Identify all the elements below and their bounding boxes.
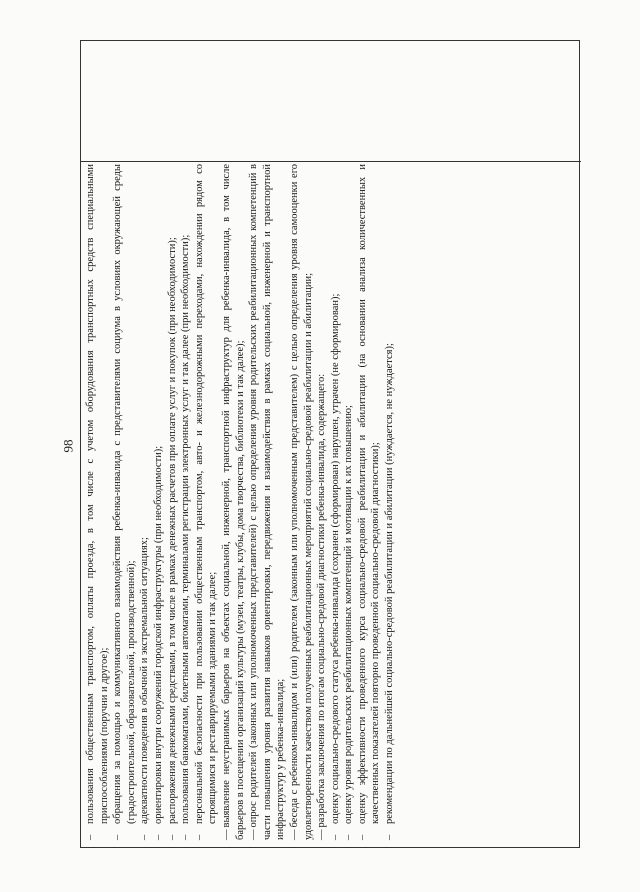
list-item xyxy=(179,164,193,840)
list-item-text: оценку социально-средового статуса ребенка-инвалида (сохранен (сформирован) нарушен, утрачен (не сформирован); xyxy=(329,293,341,824)
list-marker: – xyxy=(384,834,396,840)
paragraph-text: разработка заключения по итогам социально-средовой диагностики ребенка-инвалида, содержащего: xyxy=(316,373,328,828)
paragraph-marker: — xyxy=(248,829,260,840)
paragraph xyxy=(220,164,247,840)
list-item-text: адекватности поведения в обычной и экстремальной ситуациях; xyxy=(139,537,151,824)
paragraph-text: опрос родителей (законных или уполномоченных представителей) с целью определения уровня родительских реабилитационных компетенций в части повышения уровня развития навыков ориентировки, передвижения и взаимодействия в рамках социальной, инженерной и транспортной инфраструктур у ребенка-инвалида; xyxy=(248,164,287,840)
list-item-text: распоряжения денежными средствами, в том числе в рамках денежных расчетов при оплате услуг и покупок (при необходимости); xyxy=(166,237,178,824)
list-item xyxy=(342,164,356,840)
list-item xyxy=(138,164,152,840)
list-item xyxy=(383,164,397,840)
list-marker: – xyxy=(180,834,192,840)
list-marker: – xyxy=(152,834,164,840)
list-item xyxy=(356,164,383,840)
list-item-text: оценку уровня родительских реабилитационных компетенций и мотивации к их повышению; xyxy=(343,405,355,824)
list-item xyxy=(111,164,138,840)
list-item-text: оценку эффективности проведенного курса социально-средовой реабилитации и абилитации (на основании анализа количественных и качественных показателей повторно проведенной социально-средовой диагностики); xyxy=(356,164,382,824)
list-item-text: рекомендации по дальнейшей социально-средовой реабилитации и абилитации (нуждается, не нуждается); xyxy=(384,343,396,824)
list-marker: – xyxy=(166,834,178,840)
list-item xyxy=(166,164,180,840)
paragraph xyxy=(315,164,329,840)
list-marker: – xyxy=(85,834,96,840)
list-item xyxy=(329,164,343,840)
paragraph-text: беседа с ребенком-инвалидом и (или) родителем (законным или уполномоченным представителем) с целью определения уровня самооценки его удовлетворенности качеством полученных реабилитационных мероприятий социально-средовой реабилитации и абилитации; xyxy=(288,164,314,840)
paragraph-marker: — xyxy=(288,829,300,840)
paragraph-text: выявление неустранимых барьеров на объектах социальной, инженерной, транспортной инфраструктур для ребенка-инвалида, в том числе барьеров в посещении организаций культуры (музеи, театры, клубы, дома творчества, библиотеки и так далее); xyxy=(220,164,246,840)
paragraph xyxy=(247,164,288,840)
list-marker: – xyxy=(329,834,341,840)
list-marker: – xyxy=(193,834,205,840)
measures-list xyxy=(220,164,329,840)
skills-list xyxy=(84,164,220,840)
conclusion-contents-list xyxy=(329,164,397,840)
list-marker: – xyxy=(343,834,355,840)
list-item-text: ориентировки внутри сооружений городской инфраструктуры (при необходимости); xyxy=(152,445,164,824)
rotated-table-cell xyxy=(80,158,580,848)
page-number: 98 xyxy=(60,439,76,453)
list-marker: – xyxy=(139,834,151,840)
list-item xyxy=(152,164,166,840)
table-cell-content xyxy=(80,158,401,848)
paragraph-marker: — xyxy=(316,829,328,840)
list-item xyxy=(84,164,111,840)
list-marker: – xyxy=(112,834,124,840)
list-item-text: пользования общественным транспортом, оплаты проезда, в том числе с учетом оборудования транспортных средств специальными приспособлениями (поручни и другое); xyxy=(85,164,110,824)
list-item-text: пользования банкоматами, билетными автоматами, терминалами регистрации электронных услуг и так далее (при необходимости); xyxy=(180,234,192,824)
list-marker: – xyxy=(356,834,368,840)
list-item xyxy=(193,164,220,840)
paragraph-marker: — xyxy=(220,829,232,840)
list-item-text: персональной безопасности при пользовании общественным транспортом, авто- и железнодорожными переходами, нахождении рядом со строящимися и реставрируемыми зданиями и так далее; xyxy=(193,164,219,824)
list-item-text: обращения за помощью и коммуникативного взаимодействия ребенка-инвалида с представителями социума в условиях окружающей среды (градостроительной, образовательной, производственной); xyxy=(112,164,137,824)
paragraph xyxy=(288,164,315,840)
